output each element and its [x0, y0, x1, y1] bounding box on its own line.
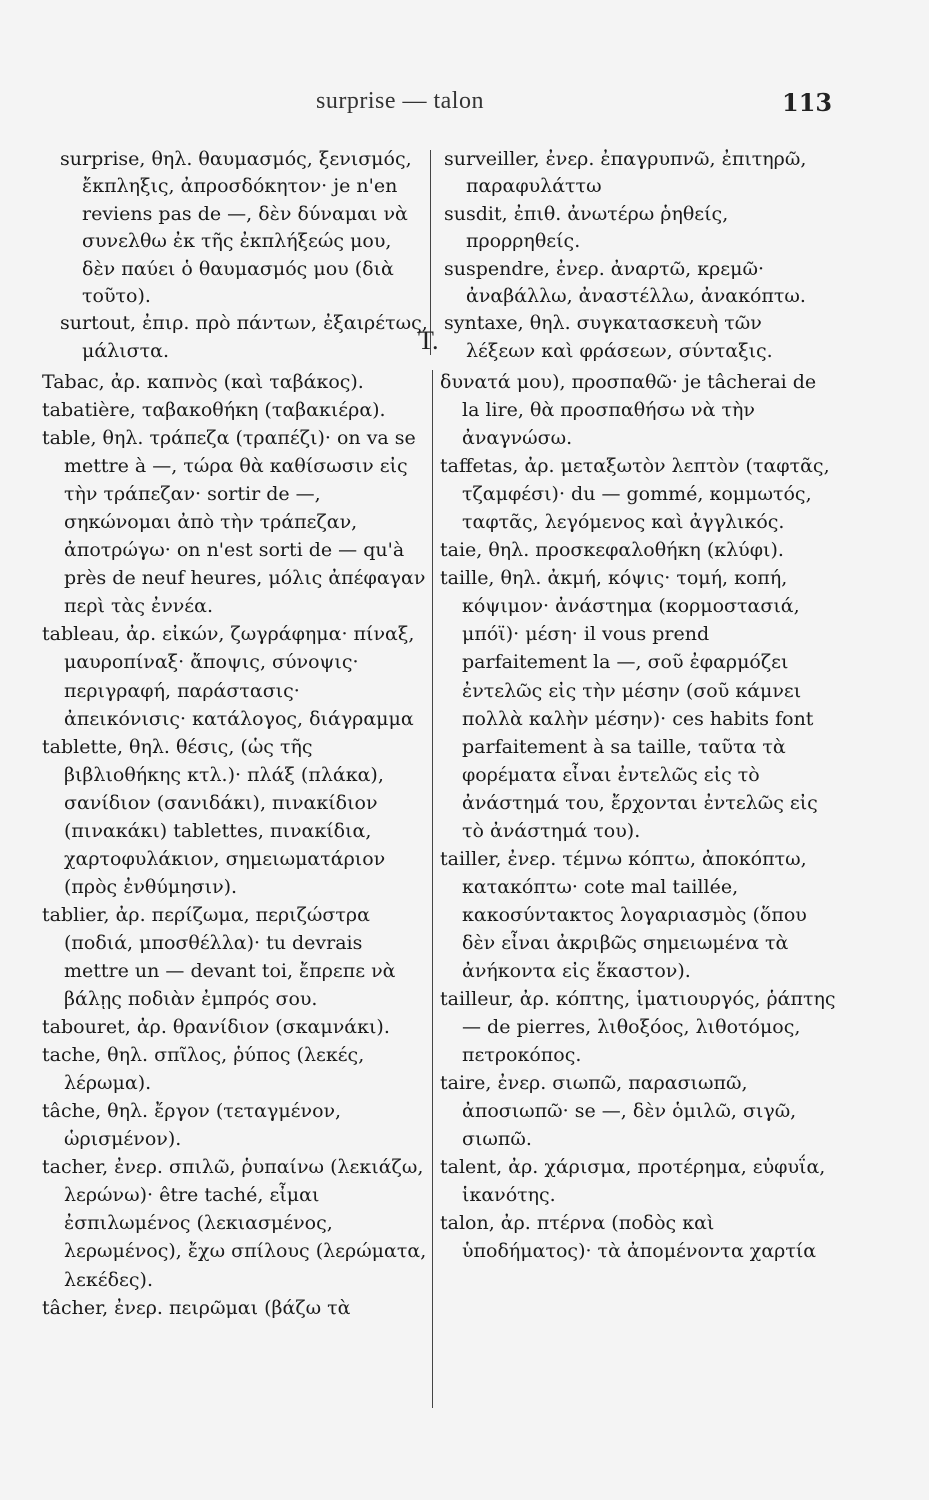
top-left-column: [60, 146, 430, 365]
dictionary-entry: taire, ἐνερ. σιωπῶ, παρασιωπῶ, ἀποσιωπῶ· se —, δὲν ὁμιλῶ, σιγῶ, σιωπῶ.: [440, 1072, 797, 1151]
dictionary-entry: tâcher, ἐνερ. πειρῶμαι (βάζω τὰ: [42, 1296, 351, 1319]
bottom-right-column: [440, 368, 838, 1266]
dictionary-entry: tailleur, ἀρ. κόπτης, ἱματιουργός, ῥάπτης — de pierres, λιθοξόος, λιθοτόμος, πετροκόπος.: [440, 988, 836, 1067]
dictionary-entry: taille, θηλ. ἀκμή, κόψις· τομή, κοπή, κόψιμον· ἀνάστημα (κορμοστασιά, μπόϊ)· μέση· il vous prend parfaitement la —, σοῦ ἐφαρμόζει ἐντελῶς εἰς τὴν μέσην (σοῦ κάμνει πολλὰ καλὴν μέσην)· ces habits font parfaitement à sa taille, ταῦτα τὰ φορέματα εἶναι ἐντελῶς εἰς τὸ ἀνάστημά του, ἔρχονται ἐντελῶς εἰς τὸ ἀνάστημά του).: [440, 567, 818, 842]
dictionary-entry: talon, ἀρ. πτέρνα (ποδὸς καὶ ὑποδήματος)· τὰ ἀπομένοντα χαρτία: [440, 1212, 817, 1263]
dictionary-entry: δυνατά μου), προσπαθῶ· je tâcherai de la lire, θὰ προσπαθήσω νὰ τὴν ἀναγνώσω.: [440, 371, 817, 450]
dictionary-entry: taie, θηλ. προσκεφαλοθήκη (κλύφι).: [440, 539, 784, 562]
dictionary-entry: talent, ἀρ. χάρισμα, προτέρημα, εὐφυΐα, ἱκανότης.: [440, 1156, 826, 1207]
dictionary-entry: tache, θηλ. σπῖλος, ῥύπος (λεκές, λέρωμα).: [42, 1044, 365, 1095]
dictionary-entry: tableau, ἀρ. εἰκών, ζωγράφημα· πίναξ, μαυροπίναξ· ἄποψις, σύνοψις· περιγραφή, παράστασις· ἀπεικόνισις· κατάλογος, διάγραμμα: [42, 623, 415, 730]
dictionary-entry: surveiller, ἐνερ. ἐπαγρυπνῶ, ἐπιτηρῶ, παραφυλάττω: [444, 148, 807, 198]
running-title: surprise — talon: [316, 88, 484, 114]
dictionary-entry: suspendre, ἐνερ. ἀναρτῶ, κρεμῶ· ἀναβάλλω, ἀναστέλλω, ἀνακόπτω.: [444, 257, 806, 308]
dictionary-entry: surtout, ἐπιρ. πρὸ πάντων, ἐξαιρέτως, μάλιστα.: [60, 312, 428, 362]
dictionary-entry: tablier, ἀρ. περίζωμα, περιζώστρα (ποδιά, μποσθέλλα)· tu devrais mettre un — devant toi, ἔπρεπε νὰ βάλῃς ποδιὰν ἐμπρός σου.: [42, 903, 396, 1011]
top-column-divider: [430, 150, 431, 355]
dictionary-entry: tâche, θηλ. ἔργον (τεταγμένον, ὡρισμένον).: [42, 1100, 342, 1151]
dictionary-entry: taffetas, ἀρ. μεταξωτὸν λεπτὸν (ταφτᾶς, τζαμφέσι)· du — gommé, κομμωτός, ταφτᾶς, λεγόμενος καὶ ἀγγλικός.: [440, 455, 830, 534]
dictionary-entry: Tabac, ἀρ. καπνὸς (καὶ ταβάκος).: [42, 371, 364, 393]
dictionary-entry: tacher, ἐνερ. σπιλῶ, ῥυπαίνω (λεκιάζω, λερώνω)· être taché, εἶμαι ἐσπιλωμένος (λεκιασμένος, λερωμένος), ἔχω σπίλους (λερώματα, λεκέδες).: [42, 1156, 427, 1291]
dictionary-entry: tabatière, ταβακοθήκη (ταβακιέρα).: [42, 399, 386, 422]
page-number: 113: [782, 88, 833, 117]
top-right-column: [444, 146, 834, 365]
dictionary-entry: surprise, θηλ. θαυμασμός, ξενισμός, ἔκπληξις, ἀπροσδόκητον· je n'en reviens pas de —, δὲν δύναμαι νὰ συνελθω ἐκ τῆς ἐκπλήξεώς μου, δὲν παύει ὁ θαυμασμός μου (διὰ τοῦτο).: [60, 148, 412, 308]
bottom-column-divider: [432, 370, 433, 1408]
dictionary-entry: syntaxe, θηλ. συγκατασκευὴ τῶν λέξεων καὶ φράσεων, σύνταξις.: [444, 312, 773, 362]
page-header: [0, 88, 929, 124]
bottom-left-column: [42, 368, 427, 1322]
section-letter: T.: [418, 326, 439, 355]
dictionary-entry: tailler, ἐνερ. τέμνω κόπτω, ἀποκόπτω, κατακόπτω· cote mal taillée, κακοσύντακτος λογαριασμὸς (ὅπου δὲν εἶναι ἀκριβῶς σημειωμένα τὰ ἀνήκοντα εἰς ἕκαστον).: [440, 847, 807, 982]
dictionary-entry: tablette, θηλ. θέσις, (ὡς τῆς βιβλιοθήκης κτλ.)· πλάξ (πλάκα), σανίδιον (σανιδάκι), πινακίδιον (πινακάκι) tablettes, πινακίδια, χαρτοφυλάκιον, σημειωματάριον (πρὸς ἐνθύμησιν).: [42, 735, 386, 898]
dictionary-entry: table, θηλ. τράπεζα (τραπέζι)· on va se mettre à —, τώρα θὰ καθίσωσιν εἰς τὴν τράπεζαν· sortir de —, σηκώνομαι ἀπὸ τὴν τράπεζαν, ἀποτρώγω· on n'est sorti de — qu'à près de neuf heures, μόλις ἀπέφαγαν περὶ τὰς ἐννέα.: [42, 427, 426, 618]
dictionary-entry: tabouret, ἀρ. θρανίδιον (σκαμνάκι).: [42, 1016, 390, 1039]
dictionary-entry: susdit, ἐπιθ. ἀνωτέρω ῥηθείς, προρρηθείς.: [444, 202, 729, 253]
